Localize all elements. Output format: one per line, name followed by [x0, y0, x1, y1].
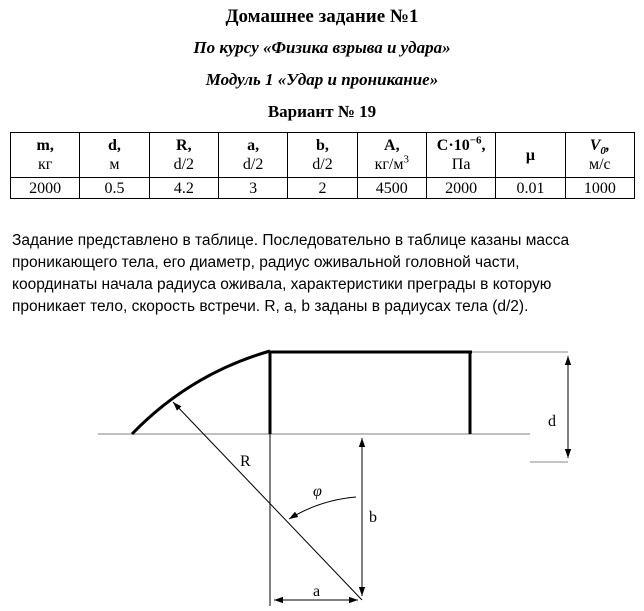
phi-arc: [289, 497, 356, 519]
phi-label: φ: [313, 483, 322, 500]
value-cell: 1000: [565, 178, 634, 199]
header-cell-b: b, d/2: [288, 133, 357, 178]
task-line: проникает тело, скорость встречи. R, a, b заданы в радиусах тела (d/2).: [12, 298, 529, 315]
assignment-title: Домашнее задание №1: [225, 6, 419, 27]
task-line: координаты начала радиуса оживала, характеристики преграды в которую: [12, 276, 552, 293]
header-cell-v0: $V_0$, м/с: [565, 133, 634, 178]
course-name: По курсу «Физика взрыва и удара»: [193, 38, 451, 57]
ogive-arc: [132, 351, 270, 434]
value-cell: 2000: [426, 178, 495, 199]
value-cell: 3: [218, 178, 287, 199]
task-line: Задание представлено в таблице. Последовательно в таблице казаны масса: [12, 232, 570, 249]
variant-number: Вариант № 19: [267, 102, 377, 121]
task-description: [12, 230, 637, 318]
value-cell: 4500: [357, 178, 426, 199]
header-cell-r: R, d/2: [149, 133, 218, 178]
header-cell-d: d, м: [80, 133, 149, 178]
header-cell-A: A, $кг/м^3$: [357, 133, 426, 178]
table-header-row: [11, 133, 635, 178]
header-cell-C: $C\cdot 10^{-6}$, Па: [426, 133, 495, 178]
projectile-diagram: [0, 330, 644, 611]
parameters-table: [10, 132, 635, 199]
header-cell-m: m, кг: [11, 133, 80, 178]
value-cell: 0.5: [80, 178, 149, 199]
value-cell: 2: [288, 178, 357, 199]
b-label: b: [369, 509, 377, 526]
header-cell-mu: μ: [496, 133, 565, 178]
value-cell: 2000: [11, 178, 80, 199]
task-line: проникающего тела, его диаметр, радиус оживальной головной части,: [12, 254, 520, 271]
header-cell-a: a, d/2: [218, 133, 287, 178]
module-name: Модуль 1 «Удар и проникание»: [205, 70, 439, 89]
table-values-row: [11, 178, 635, 199]
a-label: a: [313, 583, 321, 600]
d-label: d: [548, 413, 556, 430]
value-cell: 4.2: [149, 178, 218, 199]
value-cell: 0.01: [496, 178, 565, 199]
R-label: R: [240, 453, 251, 470]
